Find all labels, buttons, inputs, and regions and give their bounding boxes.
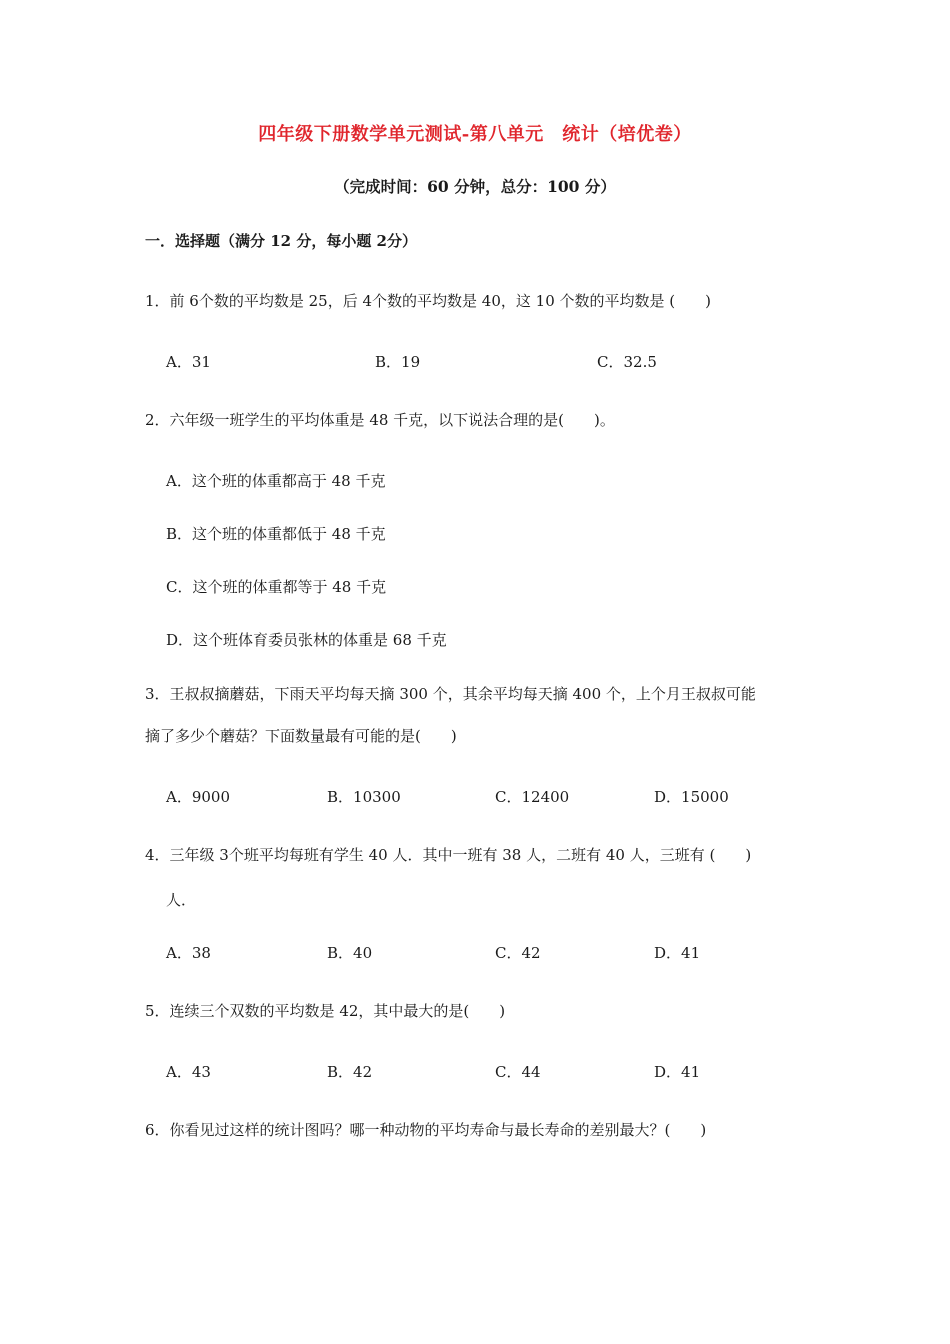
question-4-option-c: C．42 [495,944,541,962]
question-3-line-1: 3．王叔叔摘蘑菇，下雨天平均每天摘 300 个，其余平均每天摘 400 个，上个月王叔叔可能 [145,685,756,703]
question-3-option-a: A．9000 [166,788,231,806]
question-2: 2．六年级一班学生的平均体重是 48 千克，以下说法合理的是( )。 [145,411,615,429]
document-title: 四年级下册数学单元测试-第八单元 统计（培优卷） [258,124,692,145]
document-subtitle: （完成时间：60 分钟，总分：100 分） [334,177,616,196]
question-2-option-c: C．这个班的体重都等于 48 千克 [166,578,387,596]
question-4-option-b: B．40 [327,944,373,962]
question-4-line-1: 4．三年级 3个班平均每班有学生 40 人．其中一班有 38 人，二班有 40 人，三班有 ( ) [145,846,752,864]
question-6: 6．你看见过这样的统计图吗？哪一种动物的平均寿命与最长寿命的差别最大？( ) [145,1121,707,1139]
question-1-option-a: A．31 [166,353,211,371]
section-heading: 一．选择题（满分 12 分，每小题 2分） [145,232,417,250]
question-1-option-b: B．19 [375,353,421,371]
question-3-line-2: 摘了多少个蘑菇？下面数量最有可能的是( ) [145,727,457,745]
question-4-option-d: D．41 [654,944,701,962]
question-5: 5．连续三个双数的平均数是 42，其中最大的是( ) [145,1002,506,1020]
question-5-option-c: C．44 [495,1063,541,1081]
question-5-option-a: A．43 [166,1063,211,1081]
question-5-option-d: D．41 [654,1063,701,1081]
question-4-option-a: A．38 [166,944,211,962]
question-2-option-b: B．这个班的体重都低于 48 千克 [166,525,386,543]
question-2-option-d: D．这个班体育委员张林的体重是 68 千克 [166,631,447,649]
question-5-option-b: B．42 [327,1063,373,1081]
question-1-option-c: C．32.5 [597,353,657,371]
question-3-option-d: D．15000 [654,788,729,806]
question-1: 1．前 6个数的平均数是 25，后 4个数的平均数是 40，这 10 个数的平均数是 ( ) [145,292,711,310]
question-3-option-c: C．12400 [495,788,570,806]
question-4-line-2: 人． [166,891,197,909]
question-3-option-b: B．10300 [327,788,401,806]
question-2-option-a: A．这个班的体重都高于 48 千克 [166,472,386,490]
